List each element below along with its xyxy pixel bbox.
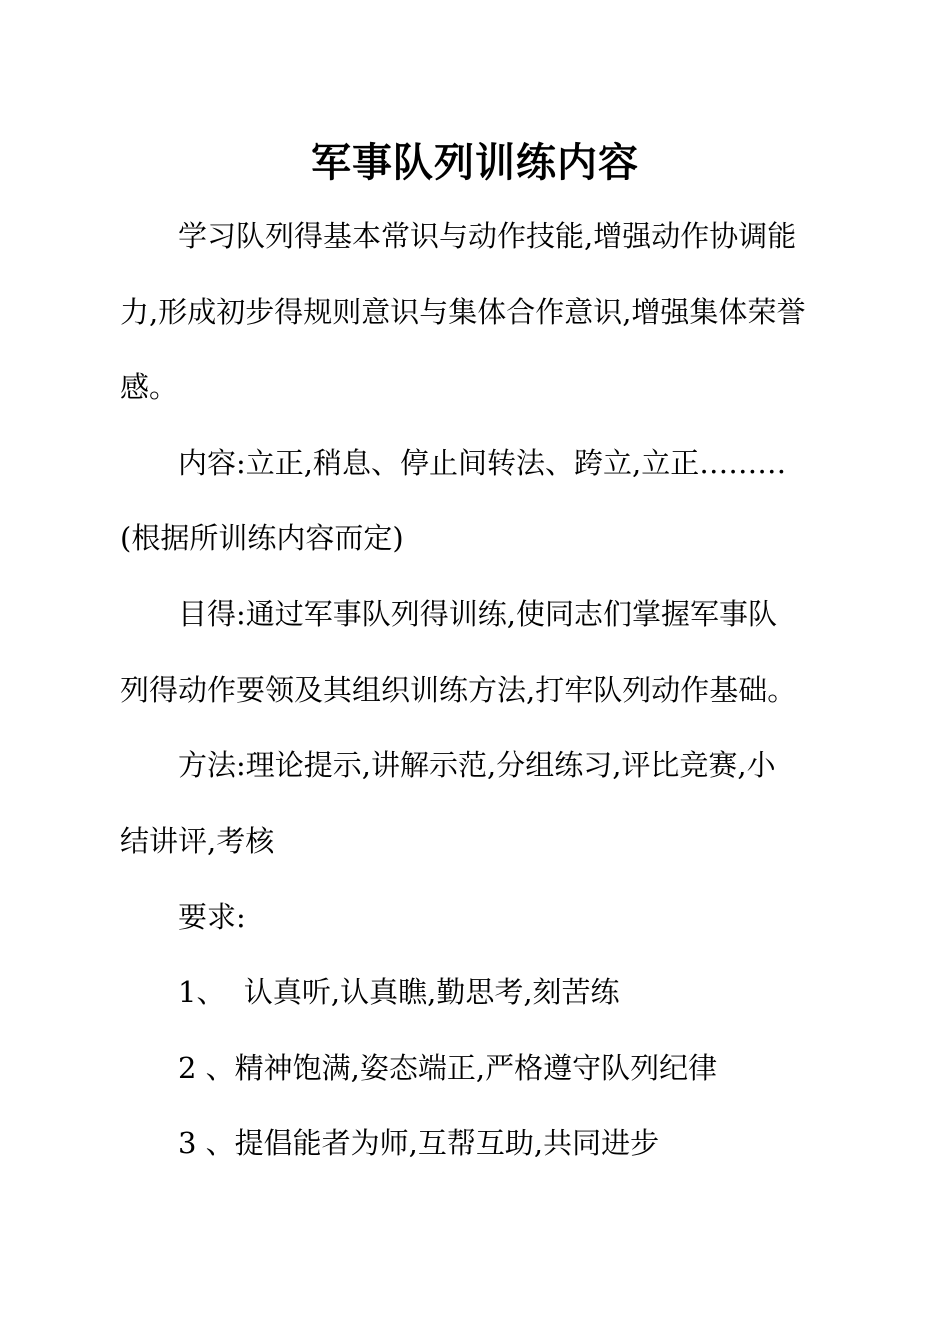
content-line-2: (根据所训练内容而定) — [120, 521, 404, 555]
purpose-line-2: 列得动作要领及其组织训练方法,打牢队列动作基础。 — [120, 673, 797, 707]
method-line-2: 结讲评,考核 — [120, 824, 275, 858]
intro-line-2: 力,形成初步得规则意识与集体合作意识,增强集体荣誉 — [120, 295, 806, 329]
content-line-1: 内容:立正,稍息、停止间转法、跨立,立正……… — [178, 446, 787, 480]
intro-line-1: 学习队列得基本常识与动作技能,增强动作协调能 — [178, 219, 797, 253]
document-title: 军事队列训练内容 — [311, 140, 639, 186]
requirement-item-3: 3 、提倡能者为师,互帮互助,共同进步 — [178, 1126, 660, 1160]
requirement-item-2: 2 、精神饱满,姿态端正,严格遵守队列纪律 — [178, 1051, 718, 1085]
requirements-heading: 要求: — [178, 900, 246, 934]
intro-line-3: 感。 — [120, 370, 179, 404]
purpose-line-1: 目得:通过军事队列得训练,使同志们掌握军事队 — [178, 597, 777, 631]
method-line-1: 方法:理论提示,讲解示范,分组练习,评比竞赛,小 — [178, 748, 776, 782]
requirement-item-1: 1、 认真听,认真瞧,勤思考,刻苦练 — [178, 975, 620, 1009]
